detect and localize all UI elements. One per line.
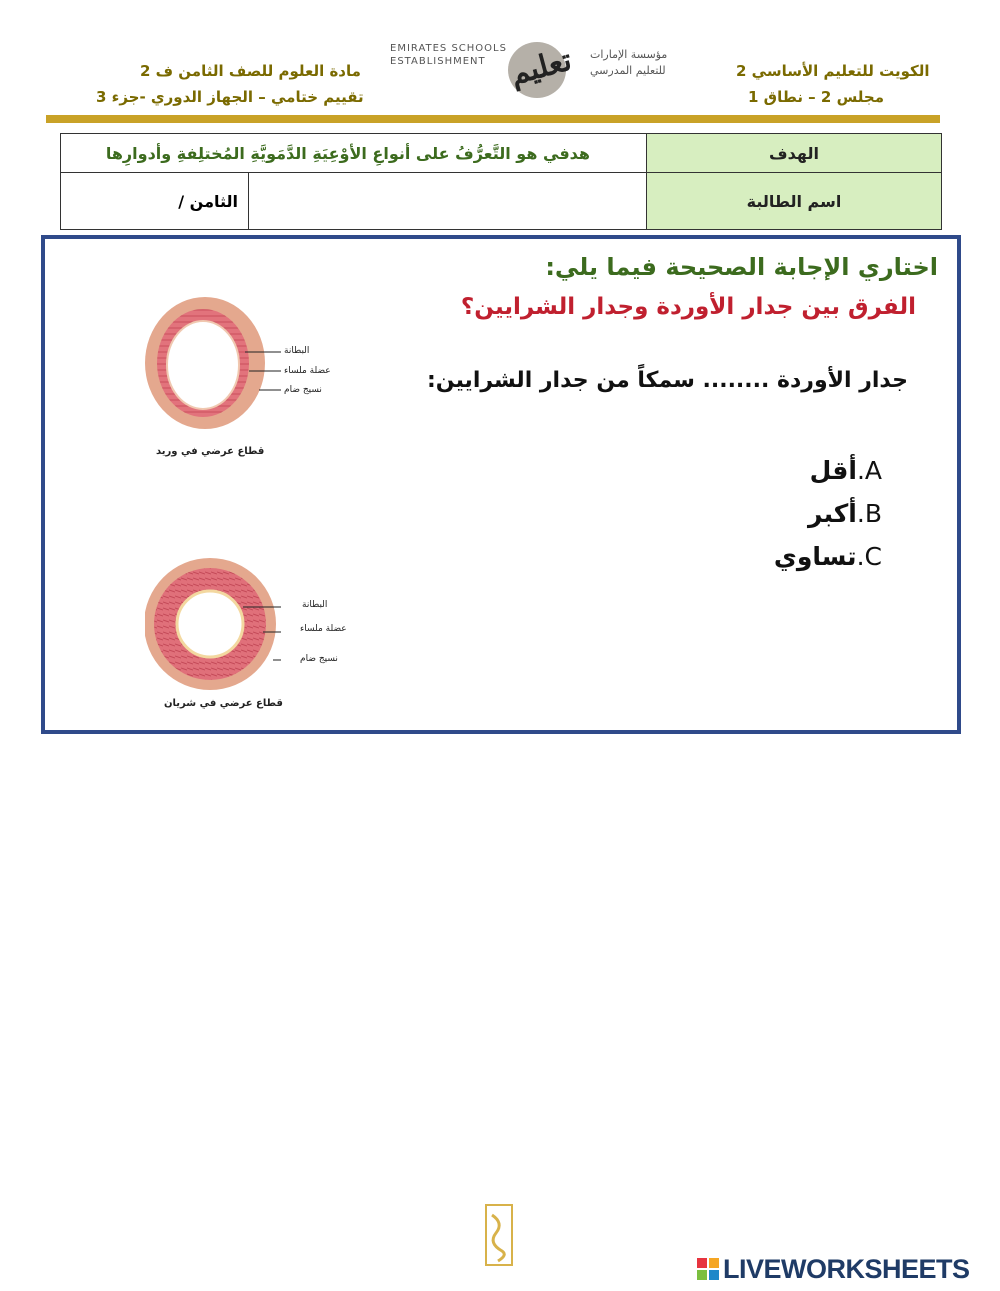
school-name: الكويت للتعليم الأساسي 2 (736, 62, 930, 80)
lw-badge-icon (697, 1258, 719, 1280)
liveworksheets-logo[interactable] (697, 1254, 997, 1284)
logo-en-line2: ESTABLISHMENT (390, 56, 486, 67)
header-divider (46, 115, 940, 123)
vein-lumen (167, 321, 239, 409)
option-a[interactable]: أقل.A (809, 456, 882, 485)
lw-badge-green (697, 1270, 707, 1280)
artery-label-smooth-muscle: عضلة ملساء (300, 624, 347, 634)
goal-row (61, 134, 942, 173)
artery-caption: قطاع عرضي في شريان (164, 698, 283, 709)
footer-calligraphy-icon (484, 1203, 514, 1267)
logo-en-line1: EMIRATES SCHOOLS (390, 43, 507, 54)
artery-label-endothelium: البطانة (302, 600, 328, 610)
option-c[interactable]: تساوي.C (773, 542, 882, 571)
vein-label-endothelium: البطانة (284, 346, 310, 356)
name-row (61, 173, 942, 230)
vein-caption: قطاع عرضي في وريد (156, 446, 265, 457)
option-b[interactable]: أكبر.B (808, 499, 882, 528)
logo-word: تعليم (506, 42, 576, 93)
artery-label-connective: نسيج ضام (300, 654, 338, 664)
question-prompt: الفرق بين جدار الأوردة وجدار الشرايين؟ (460, 294, 916, 320)
option-a-letter: A (864, 456, 882, 485)
name-label: اسم الطالبة (647, 173, 942, 230)
logo-ar-line1: مؤسسة الإمارات (590, 48, 668, 61)
vein-label-smooth-muscle: عضلة ملساء (284, 366, 331, 376)
vein-cross-section-diagram (145, 295, 345, 465)
lw-brand-text: LIVEWORKSHEETS (723, 1254, 970, 1284)
option-c-letter: C (864, 542, 882, 571)
goal-label: الهدف (647, 134, 942, 173)
artery-lumen (177, 591, 243, 657)
lw-badge-red (697, 1258, 707, 1268)
grade-field: الثامن / (61, 173, 249, 230)
goal-table (60, 133, 942, 230)
emirates-schools-logo (390, 40, 690, 102)
logo-ar-line2: للتعليم المدرسي (590, 64, 666, 77)
lw-badge-blue (709, 1270, 719, 1280)
option-b-text: أكبر (808, 499, 857, 528)
student-name-input[interactable] (249, 173, 647, 230)
assessment-title: تقييم ختامي – الجهاز الدوري -جزء 3 (96, 88, 364, 106)
goal-text: هدفي هو التَّعرُّفُ على أنواعِ الأوْعِيَةِ الدَّمَويَّةِ المُختلِفةِ وأدوارِها (61, 134, 647, 173)
option-a-text: أقل (809, 456, 857, 485)
vein-label-connective: نسيج ضام (284, 385, 322, 395)
lw-badge-orange (709, 1258, 719, 1268)
council-text: مجلس 2 – نطاق 1 (748, 88, 884, 106)
option-c-text: تساوي (773, 542, 857, 571)
option-b-letter: B (864, 499, 882, 528)
question-statement: جدار الأوردة ........ سمكاً من جدار الشرايين: (426, 368, 908, 393)
question-instruction: اختاري الإجابة الصحيحة فيما يلي: (545, 253, 938, 281)
subject-title: مادة العلوم للصف الثامن ف 2 (140, 62, 361, 80)
